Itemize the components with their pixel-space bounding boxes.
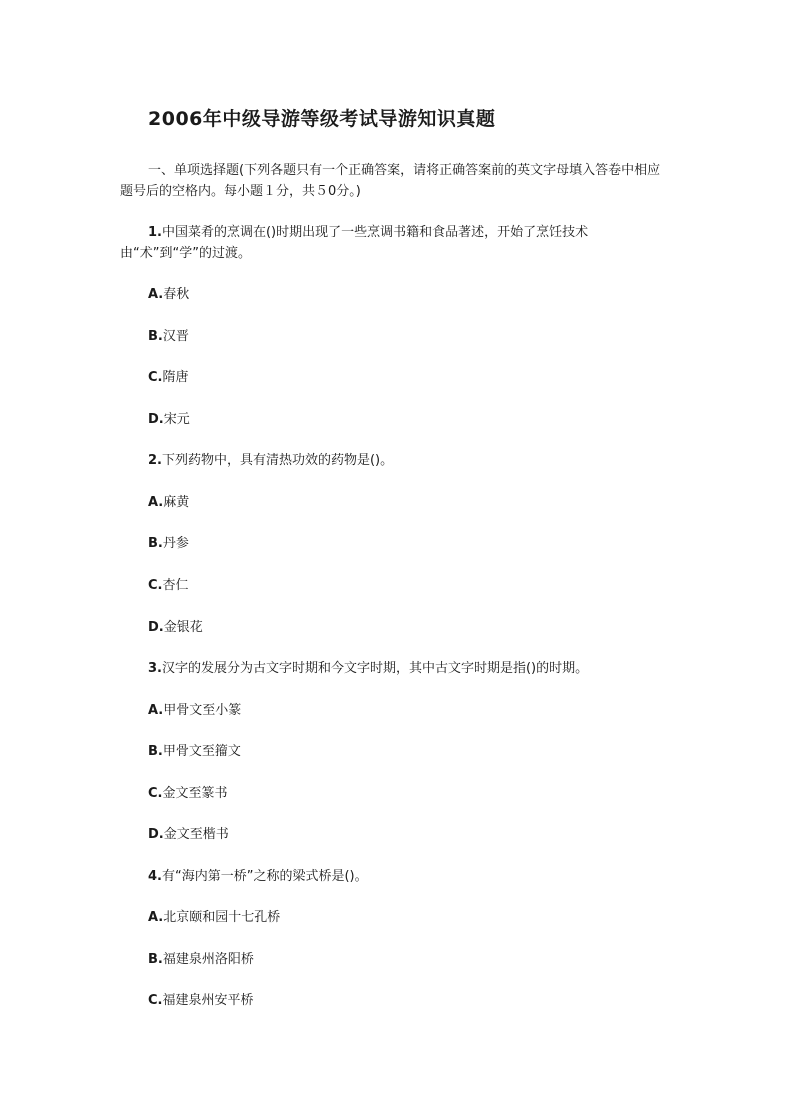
question-number: 3. xyxy=(148,661,162,676)
option-1b xyxy=(148,326,189,347)
option-letter: B. xyxy=(148,329,163,344)
question-3 xyxy=(148,658,588,679)
section-instructions: 一、单项选择题(下列各题只有一个正确答案，请将正确答案前的英文字母填入答卷中相应题号后的空格内。每小题１分，共５0分。) xyxy=(120,163,661,199)
option-letter: C. xyxy=(148,786,163,801)
option-text: 甲骨文至籀文 xyxy=(162,744,241,759)
option-letter: A. xyxy=(148,495,164,510)
question-1 xyxy=(120,222,680,264)
option-text: 甲骨文至小篆 xyxy=(163,703,242,718)
option-4c xyxy=(148,990,254,1011)
option-text: 杏仁 xyxy=(162,578,189,593)
option-3a xyxy=(148,700,241,721)
option-letter: D. xyxy=(148,620,164,635)
question-4 xyxy=(148,866,368,887)
option-4b xyxy=(148,949,254,970)
page-title: 2006年中级导游等级考试导游知识真题 xyxy=(148,108,496,130)
option-2c xyxy=(148,575,189,596)
option-text: 金银花 xyxy=(163,620,203,635)
question-text: 中国菜肴的烹调在()时期出现了一些烹调书籍和食品著述，开始了烹饪技术由“术”到“学”的过渡。 xyxy=(120,225,589,261)
option-text: 福建泉州安平桥 xyxy=(162,993,254,1008)
option-letter: B. xyxy=(148,536,163,551)
option-1c xyxy=(148,367,189,388)
option-letter: D. xyxy=(148,827,164,842)
question-text: 汉字的发展分为古文字时期和今文字时期，其中古文字时期是指()的时期。 xyxy=(161,661,589,676)
option-letter: C. xyxy=(148,993,163,1008)
option-2a xyxy=(148,492,189,513)
option-text: 丹参 xyxy=(162,536,189,551)
option-4a xyxy=(148,907,280,928)
option-text: 福建泉州洛阳桥 xyxy=(162,952,254,967)
option-2d xyxy=(148,617,203,638)
option-3b xyxy=(148,741,241,762)
option-letter: B. xyxy=(148,744,163,759)
question-number: 4. xyxy=(148,869,162,884)
option-letter: A. xyxy=(148,703,164,718)
option-text: 春秋 xyxy=(163,287,190,302)
option-text: 汉晋 xyxy=(162,329,189,344)
option-3c xyxy=(148,783,228,804)
question-2 xyxy=(148,450,393,471)
option-1d xyxy=(148,409,190,430)
option-letter: A. xyxy=(148,287,164,302)
option-letter: A. xyxy=(148,910,164,925)
option-text: 宋元 xyxy=(163,412,190,427)
option-1a xyxy=(148,284,189,305)
question-text: 有“海内第一桥”之称的梁式桥是()。 xyxy=(161,869,368,884)
option-letter: C. xyxy=(148,578,163,593)
option-text: 隋唐 xyxy=(162,370,189,385)
option-letter: C. xyxy=(148,370,163,385)
option-2b xyxy=(148,533,189,554)
option-text: 北京颐和园十七孔桥 xyxy=(163,910,281,925)
question-number: 2. xyxy=(148,453,162,468)
option-letter: D. xyxy=(148,412,164,427)
option-text: 金文至篆书 xyxy=(162,786,228,801)
question-number: 1. xyxy=(148,225,162,240)
option-text: 金文至楷书 xyxy=(163,827,229,842)
option-3d xyxy=(148,824,229,845)
question-text: 下列药物中，具有清热功效的药物是()。 xyxy=(161,453,394,468)
option-text: 麻黄 xyxy=(163,495,190,510)
option-letter: B. xyxy=(148,952,163,967)
